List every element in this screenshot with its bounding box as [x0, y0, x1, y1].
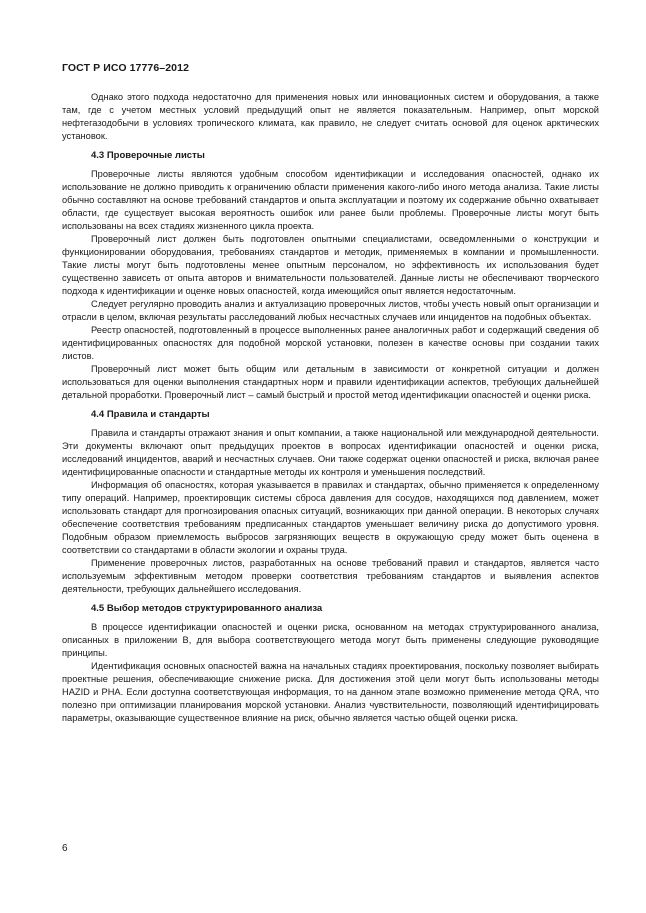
paragraph: Идентификация основных опасностей важна на начальных стадиях проектирования, поскольку позволяет выбирать проектные решения, обеспечивающие снижение риска. Для достижения этой цели могут быть использованы методы HAZID и PHA. Если доступна соответствующая информация, то на данном этапе возможно применение метода QRA, что полезно при оптимизации планирования морской установки. Анализ чувствительности, позволяющий идентифицировать параметры, оказывающие существенное влияние на риск, обычно является частью общей оценки риска. — [62, 661, 599, 723]
paragraph: Проверочные листы являются удобным способом идентификации и исследования опасностей, однако их использование не должно приводить к ограничению области применения какого-либо иного метода анализа. Такие листы обычно составляют на основе требований стандартов и опыта эксплуатации и поэтому их содержание обычно охватывает области, где существует высокая вероятность ошибок или ранее были проблемы. Проверочные листы могут быть использованы на всех стадиях жизненного цикла проекта. — [62, 169, 599, 231]
standard-header: ГОСТ Р ИСО 17776–2012 — [62, 62, 190, 74]
paragraph: В процессе идентификации опасностей и оценки риска, основанном на методах структурированного анализа, описанных в приложении В, для выбора соответствующего метода могут быть применены следующие руководящие принципы. — [62, 622, 599, 658]
paragraph: Проверочный лист должен быть подготовлен опытными специалистами, осведомленными о конструкции и функционировании оборудования, требованиях стандартов и методик, применяемых в компании и промышленности. Такие листы могут быть подготовлены менее опытным персоналом, но эффективность их использования будет существенно зависеть от опыта авторов и внимательности пользователей. Данные листы не обеспечивают творческого подхода к идентификации и оценке новых опасностей, когда имеющийся опыт является недостаточным. — [62, 234, 599, 296]
section-heading: 4.4 Правила и стандарты — [91, 409, 210, 420]
section-heading: 4.3 Проверочные листы — [91, 150, 205, 161]
page-number: 6 — [62, 843, 68, 854]
paragraph: Реестр опасностей, подготовленный в процессе выполненных ранее аналогичных работ и содержащий сведения об идентифицированных опасностях для подобной морской установки, полезен в качестве основы при создании таких листов. — [62, 325, 599, 361]
paragraph: Однако этого подхода недостаточно для применения новых или инновационных систем и оборудования, а также там, где с учетом местных условий предыдущий опыт не является показательным. Например, опыт морской нефтегазодобычи в условиях тропического климата, как правило, не следует считать основой для оценок арктических установок. — [62, 92, 599, 141]
paragraph: Проверочный лист может быть общим или детальным в зависимости от конкретной ситуации и должен использоваться для оценки выполнения стандартных норм и правили идентификации аспектов, требующих дальнейшей детальной проработки. Проверочный лист – самый быстрый и простой метод идентификации опасностей и оценки риска. — [62, 364, 599, 400]
paragraph: Применение проверочных листов, разработанных на основе требований правил и стандартов, является часто используемым эффективным методом проверки соответствия требованиям стандартов и выявления аспектов деятельности, требующих дальнейшего исследования. — [62, 558, 599, 594]
paragraph: Следует регулярно проводить анализ и актуализацию проверочных листов, чтобы учесть новый опыт организации и отрасли в целом, включая результаты расследований любых несчастных случаев или инцидентов на подобных объектах. — [62, 299, 599, 322]
section-heading: 4.5 Выбор методов структурированного анализа — [91, 603, 323, 614]
document-body — [62, 91, 599, 725]
paragraph: Правила и стандарты отражают знания и опыт компании, а также национальной или международной деятельности. Эти документы включают опыт предыдущих проектов в вопросах идентификации опасностей и оценки риска, исследований инцидентов, аварий и несчастных случаев. Они также содержат оценки опасностей и риска, включая ранее идентифицированные опасности и стандартные методы их контроля и уменьшения последствий. — [62, 428, 599, 477]
paragraph: Информация об опасностях, которая указывается в правилах и стандартах, обычно применяется к определенному типу операций. Например, проектировщик системы сброса давления для сосудов, находящихся под давлением, может использовать стандарт для прогнозирования опасных ситуаций, возникающих при данной операции. В некоторых случаях обеспечение соответствия требованиям предписанных стандартов уменьшает величину риска до допустимого уровня. Подобным образом приемлемость выбросов загрязняющих веществ в окружающую среду может быть оценена в соответствии со стандартами в области экологии и охраны труда. — [62, 480, 599, 555]
